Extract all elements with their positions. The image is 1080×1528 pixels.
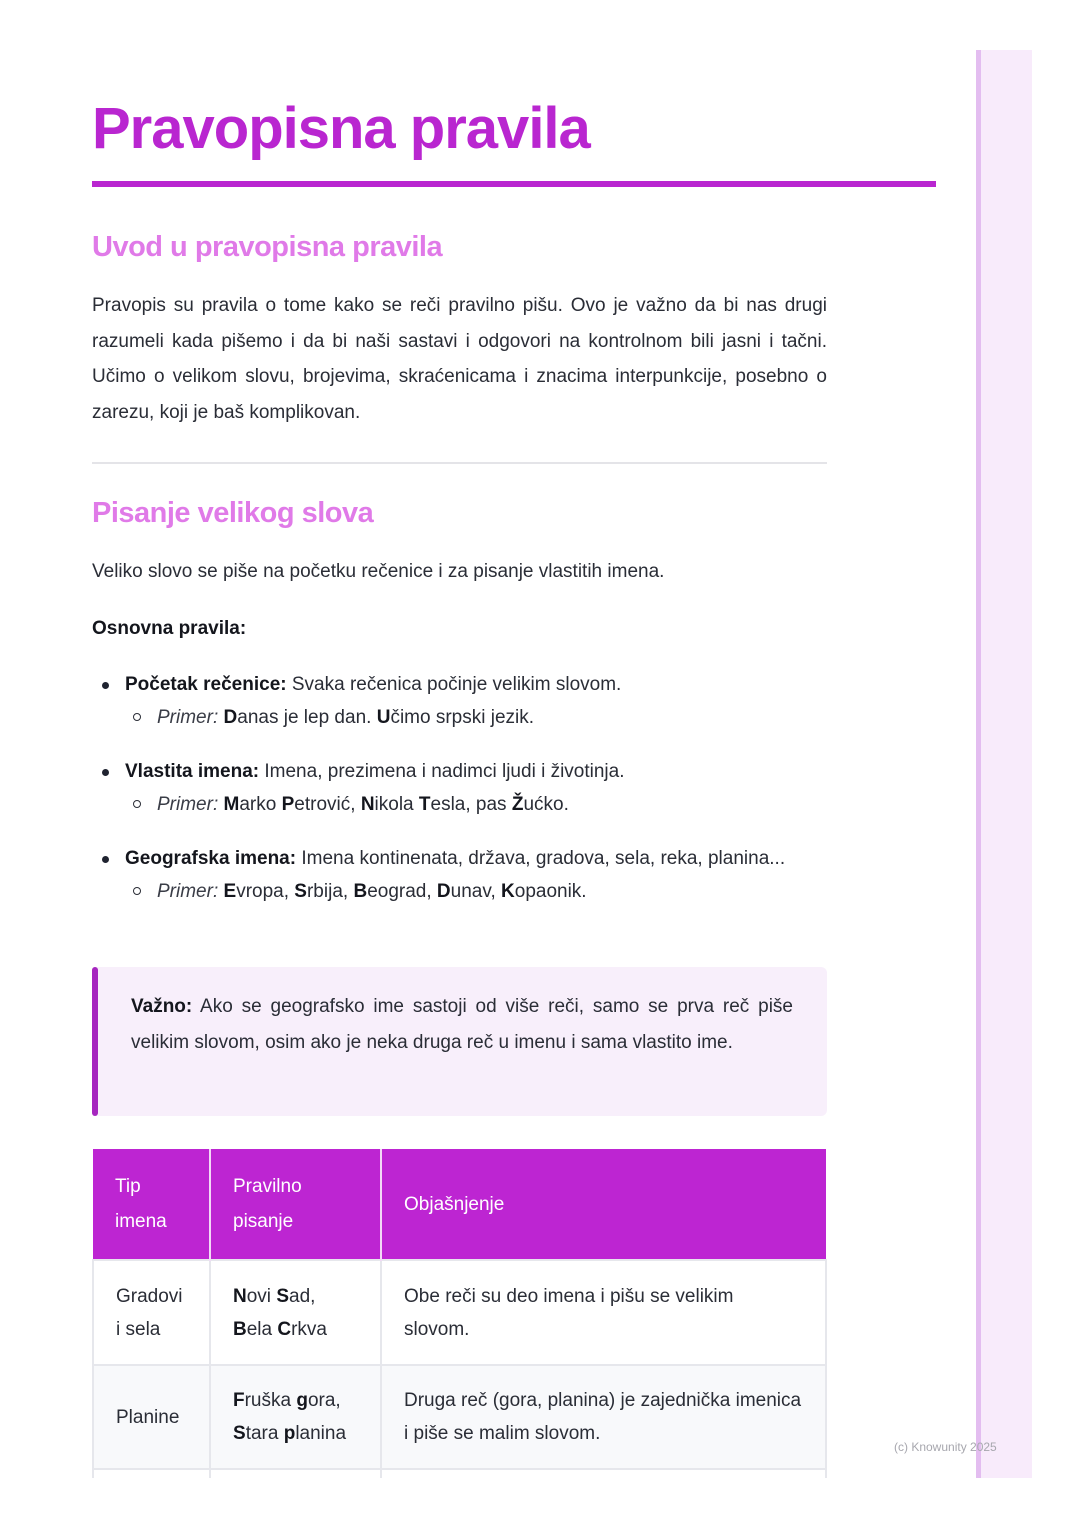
rule-term: Geografska imena: [125, 848, 297, 869]
bullet-icon [102, 682, 109, 689]
circle-bullet-icon [133, 713, 141, 721]
side-decorative-strip [976, 50, 1032, 1478]
rules-list [92, 668, 827, 929]
rule-description: Imena, prezimena i nadimci ljudi i životinja. [259, 761, 625, 782]
page-title: Pravopisna pravila [92, 96, 590, 161]
rule-example [125, 788, 827, 821]
rule-term: Vlastita imena: [125, 761, 260, 782]
cell-type: Gradovi i sela [93, 1260, 210, 1365]
section-divider [92, 462, 827, 464]
cell-type: Planine [93, 1365, 210, 1469]
intro-paragraph: Pravopis su pravila o tome kako se reči pravilno pišu. Ovo je važno da bi nas drugi razumeli kada pišemo i da bi naši sastavi i odgovori na kontrolnom bili jasni i tačni. Učimo o velikom slovu, brojevima, skraćenicama i znacima interpunkcije, posebno o zarezu, koji je baš komplikovan. [92, 295, 827, 423]
title-underline [92, 181, 936, 187]
rule-item [92, 842, 827, 908]
rule-description: Svaka rečenica počinje velikim slovom. [286, 674, 622, 695]
rule-example [125, 875, 827, 908]
cell-explanation: Obe reči su deo imena i pišu se velikim slovom. [381, 1260, 826, 1365]
page-bottom-margin [0, 1478, 1080, 1528]
names-table [92, 1149, 827, 1512]
example-label: Primer: [157, 794, 219, 815]
cell-examples: Novi Sad, Bela Crkva [210, 1260, 381, 1365]
table-row [93, 1260, 826, 1365]
side-strip-edge [976, 50, 981, 1478]
callout-label: Važno: [131, 996, 193, 1017]
table-row [93, 1365, 826, 1469]
callout-accent-bar [92, 967, 98, 1116]
rule-term: Početak rečenice: [125, 674, 287, 695]
rule-example [125, 701, 827, 734]
cell-explanation: Druga reč (gora, planina) je zajednička imenica i piše se malim slovom. [381, 1365, 826, 1469]
callout-text: Važno: Ako se geografsko ime sastoji od više reči, samo se prva reč piše velikim slovom, osim ako je neka druga reč u imenu i sama vlastito ime. [131, 996, 793, 1053]
bullet-icon [102, 769, 109, 776]
circle-bullet-icon [133, 800, 141, 808]
table-header-type: Tip imena [93, 1149, 210, 1260]
copyright-footer: (c) Knowunity 2025 [894, 1440, 997, 1454]
section-heading-intro: Uvod u pravopisna pravila [92, 231, 443, 263]
bullet-icon [102, 856, 109, 863]
table-header-row [93, 1149, 826, 1260]
example-label: Primer: [157, 881, 219, 902]
example-label: Primer: [157, 707, 219, 728]
section-heading-capitals: Pisanje velikog slova [92, 497, 374, 529]
important-callout [92, 967, 827, 1116]
cell-examples: Fruška gora, Stara planina [210, 1365, 381, 1469]
rule-item [92, 755, 827, 821]
capitals-paragraph: Veliko slovo se piše na početku rečenice i za pisanje vlastitih imena. [92, 561, 665, 582]
example-text: Evropa, Srbija, Beograd, Dunav, Kopaonik. [223, 881, 587, 902]
circle-bullet-icon [133, 887, 141, 895]
example-text: Danas je lep dan. Učimo srpski jezik. [223, 707, 535, 728]
rules-label: Osnovna pravila: [92, 618, 247, 639]
table-header-correct: Pravilno pisanje [210, 1149, 381, 1260]
table-header-explanation: Objašnjenje [381, 1149, 826, 1260]
example-text: Marko Petrović, Nikola Tesla, pas Žućko. [223, 794, 569, 815]
rule-description: Imena kontinenata, država, gradova, sela, reka, planina... [296, 848, 786, 869]
rule-item [92, 668, 827, 734]
